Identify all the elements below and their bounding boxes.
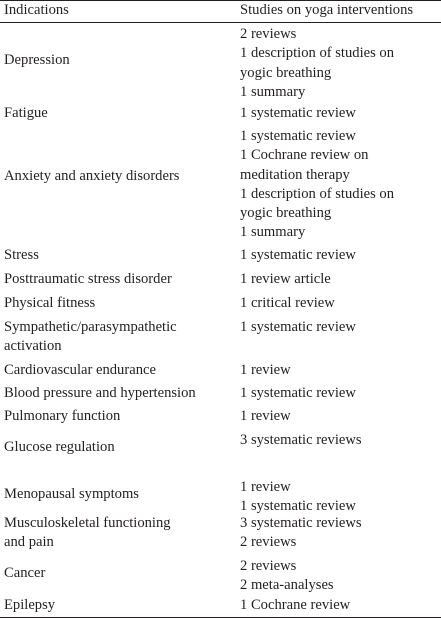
indication-line: Epilepsy — [4, 597, 56, 613]
studies-line: 1 systematic review — [240, 319, 356, 335]
studies-line: 1 review — [240, 479, 291, 495]
studies-cell — [240, 431, 362, 450]
indication-cell — [4, 104, 48, 123]
studies-cell — [240, 407, 291, 426]
studies-cell — [240, 557, 334, 596]
studies-line: 1 review article — [240, 271, 331, 287]
indication-cell — [4, 407, 120, 426]
studies-line: 2 reviews — [240, 534, 297, 551]
studies-line: yogic breathing — [240, 205, 332, 222]
header-indications: Indications — [4, 2, 69, 18]
indication-cell — [4, 514, 171, 553]
studies-cell — [240, 294, 335, 313]
studies-line: 1 systematic review — [240, 105, 356, 121]
indication-line: Pulmonary function — [4, 408, 121, 424]
studies-line: 1 critical review — [240, 295, 335, 311]
studies-cell — [240, 384, 356, 403]
indication-line: Anxiety and anxiety disorders — [4, 168, 180, 184]
indication-cell — [4, 485, 139, 504]
studies-line: 2 reviews — [240, 558, 297, 574]
indication-cell — [4, 246, 39, 265]
studies-cell — [240, 318, 356, 337]
indication-line: Cancer — [4, 565, 46, 581]
indication-line: Glucose regulation — [4, 439, 115, 455]
studies-line: meditation therapy — [240, 166, 350, 183]
studies-line: 1 summary — [240, 83, 306, 100]
indication-line: Musculoskeletal functioning — [4, 515, 171, 531]
studies-cell — [240, 514, 362, 553]
studies-cell — [240, 478, 356, 517]
indication-cell — [4, 564, 45, 583]
indication-cell — [4, 596, 55, 615]
indication-cell — [4, 318, 177, 357]
indication-line: Physical fitness — [4, 295, 96, 311]
studies-cell — [240, 270, 331, 289]
studies-line: 1 review — [240, 408, 291, 424]
header-rule — [0, 22, 441, 23]
studies-line: 1 systematic review — [240, 385, 356, 401]
header-studies: Studies on yoga interventions — [240, 2, 414, 18]
indication-line: Sympathetic/parasympathetic — [4, 319, 177, 335]
indication-cell — [4, 384, 196, 403]
studies-cell — [240, 596, 350, 615]
studies-cell — [240, 246, 356, 265]
indication-line: Posttraumatic stress disorder — [4, 271, 172, 287]
studies-line: 2 meta-analyses — [240, 577, 334, 594]
indication-line: Blood pressure and hypertension — [4, 385, 196, 401]
indication-cell — [4, 294, 95, 313]
studies-line: 3 systematic reviews — [240, 515, 362, 531]
studies-line: 1 summary — [240, 224, 306, 241]
indication-line: Depression — [4, 52, 70, 68]
studies-line: 1 Cochrane review on — [240, 147, 369, 164]
studies-line: 1 systematic review — [240, 247, 356, 263]
studies-cell — [240, 127, 394, 243]
studies-cell — [240, 361, 291, 380]
indication-cell — [4, 51, 70, 70]
indication-cell — [4, 438, 115, 457]
indication-line: Stress — [4, 247, 39, 263]
indication-cell — [4, 270, 172, 289]
studies-line: 1 description of studies on — [240, 45, 395, 62]
indication-line: and pain — [4, 534, 54, 551]
studies-line: 3 systematic reviews — [240, 432, 362, 448]
indication-cell — [4, 361, 156, 380]
indication-cell — [4, 167, 180, 186]
studies-line: 1 Cochrane review — [240, 597, 351, 613]
studies-line: 2 reviews — [240, 26, 297, 42]
studies-line: 1 review — [240, 362, 291, 378]
studies-cell — [240, 104, 356, 123]
studies-cell — [240, 25, 394, 102]
studies-line: 1 systematic review — [240, 128, 356, 144]
indication-line: Cardiovascular endurance — [4, 362, 156, 378]
indication-line: Menopausal symptoms — [4, 486, 139, 502]
indication-line: activation — [4, 338, 62, 355]
studies-line: 1 systematic review — [240, 498, 356, 515]
studies-line: 1 description of studies on — [240, 185, 395, 202]
indication-line: Fatigue — [4, 105, 48, 121]
studies-line: yogic breathing — [240, 64, 332, 81]
